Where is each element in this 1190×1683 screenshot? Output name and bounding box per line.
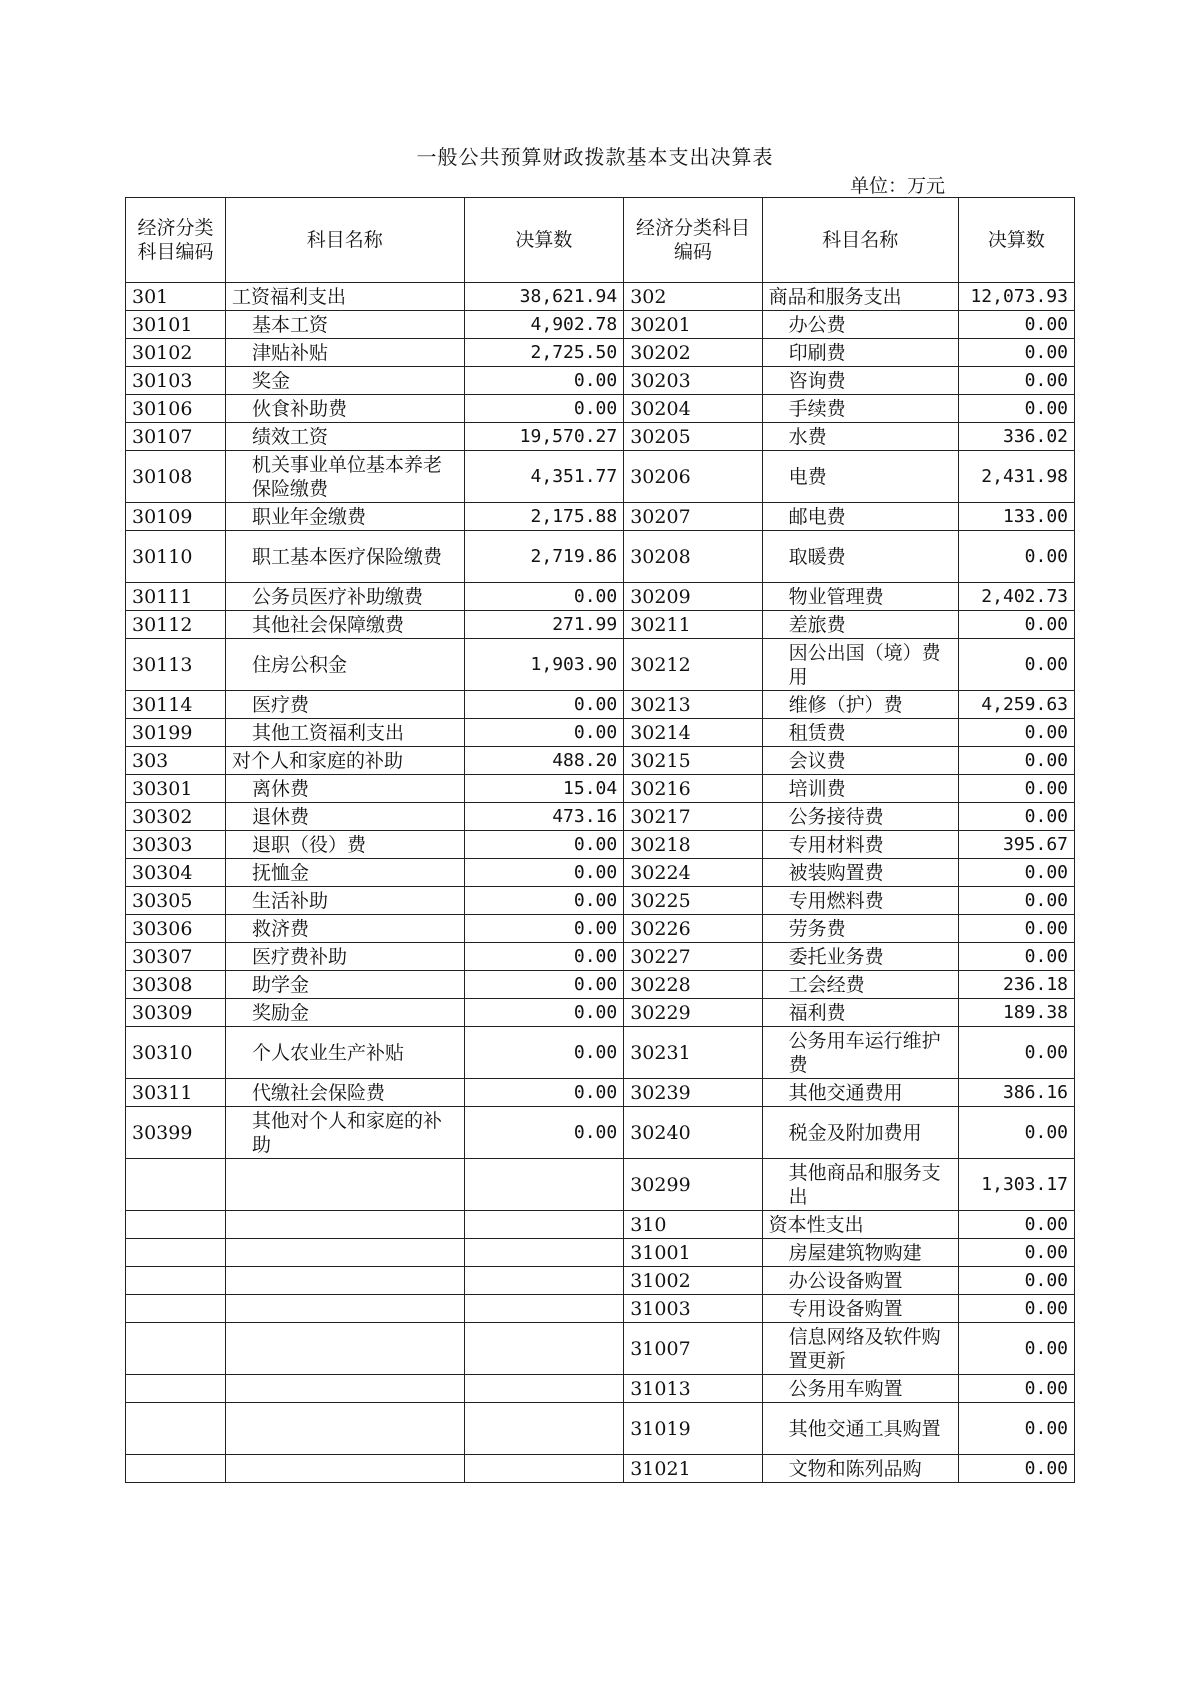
name-cell-right: 公务接待费 [762,803,958,831]
name-cell-right: 印刷费 [762,339,958,367]
amount-cell-right: 0.00 [958,1267,1074,1295]
amount-cell-right: 12,073.93 [958,283,1074,311]
table-row [126,831,1075,859]
code-cell-right: 30206 [624,451,762,503]
code-cell-right: 302 [624,283,762,311]
amount-cell-right: 0.00 [958,1211,1074,1239]
code-cell-left: 30310 [126,1027,226,1079]
amount-cell-left: 0.00 [464,719,624,747]
name-cell-right: 专用设备购置 [762,1295,958,1323]
code-cell-left: 30108 [126,451,226,503]
table-row [126,691,1075,719]
amount-cell-right: 0.00 [958,943,1074,971]
code-cell-right: 31003 [624,1295,762,1323]
amount-cell-right: 2,431.98 [958,451,1074,503]
code-cell-left: 30106 [126,395,226,423]
table-row [126,803,1075,831]
table-row [126,1027,1075,1079]
table-row [126,531,1075,583]
name-cell-left: 奖金 [226,367,465,395]
amount-cell-left: 0.00 [464,691,624,719]
amount-cell-left: 0.00 [464,859,624,887]
amount-cell-right: 0.00 [958,887,1074,915]
amount-cell-left: 0.00 [464,831,624,859]
code-cell-left: 30303 [126,831,226,859]
amount-cell-right: 0.00 [958,1027,1074,1079]
name-cell-right: 被装购置费 [762,859,958,887]
amount-cell-right: 0.00 [958,1295,1074,1323]
code-cell-left: 30114 [126,691,226,719]
name-cell-left [226,1455,465,1483]
table-row [126,775,1075,803]
name-cell-left [226,1211,465,1239]
code-cell-left: 30308 [126,971,226,999]
amount-cell-left: 0.00 [464,887,624,915]
name-cell-left: 其他社会保障缴费 [226,611,465,639]
code-cell-left [126,1239,226,1267]
header-amount-right: 决算数 [958,198,1074,283]
name-cell-right: 工会经费 [762,971,958,999]
header-amount-left: 决算数 [464,198,624,283]
amount-cell-right: 0.00 [958,747,1074,775]
name-cell-right: 水费 [762,423,958,451]
code-cell-right: 30204 [624,395,762,423]
name-cell-left: 津贴补贴 [226,339,465,367]
table-row [126,1295,1075,1323]
amount-cell-left: 488.20 [464,747,624,775]
name-cell-left: 助学金 [226,971,465,999]
amount-cell-left [464,1323,624,1375]
name-cell-right: 手续费 [762,395,958,423]
code-cell-right: 30240 [624,1107,762,1159]
table-row [126,1267,1075,1295]
amount-cell-left: 0.00 [464,1079,624,1107]
amount-cell-left: 1,903.90 [464,639,624,691]
amount-cell-right: 0.00 [958,639,1074,691]
amount-cell-right: 0.00 [958,367,1074,395]
name-cell-right: 维修（护）费 [762,691,958,719]
code-cell-right: 30239 [624,1079,762,1107]
table-row [126,283,1075,311]
amount-cell-left: 38,621.94 [464,283,624,311]
amount-cell-left [464,1455,624,1483]
name-cell-left: 机关事业单位基本养老保险缴费 [226,451,465,503]
amount-cell-left: 271.99 [464,611,624,639]
name-cell-left: 代缴社会保险费 [226,1079,465,1107]
table-row [126,639,1075,691]
amount-cell-right: 395.67 [958,831,1074,859]
amount-cell-right: 236.18 [958,971,1074,999]
amount-cell-left: 4,902.78 [464,311,624,339]
amount-cell-left [464,1403,624,1455]
code-cell-right: 30226 [624,915,762,943]
amount-cell-left: 2,719.86 [464,531,624,583]
table-row [126,1455,1075,1483]
code-cell-left: 30199 [126,719,226,747]
amount-cell-left: 2,725.50 [464,339,624,367]
code-cell-right: 30214 [624,719,762,747]
header-code-right: 经济分类科目编码 [624,198,762,283]
page-title: 一般公共预算财政拨款基本支出决算表 [416,145,774,169]
code-cell-left: 30109 [126,503,226,531]
name-cell-right: 文物和陈列品购 [762,1455,958,1483]
code-cell-left [126,1267,226,1295]
name-cell-right: 福利费 [762,999,958,1027]
code-cell-right: 31002 [624,1267,762,1295]
name-cell-right: 办公费 [762,311,958,339]
amount-cell-left: 0.00 [464,583,624,611]
name-cell-left: 其他工资福利支出 [226,719,465,747]
amount-cell-left [464,1267,624,1295]
name-cell-right: 信息网络及软件购置更新 [762,1323,958,1375]
unit-label: 单位：万元 [850,175,946,197]
name-cell-left [226,1323,465,1375]
name-cell-left: 绩效工资 [226,423,465,451]
amount-cell-right: 189.38 [958,999,1074,1027]
table-row [126,999,1075,1027]
amount-cell-left [464,1375,624,1403]
expenditure-table [125,197,1075,1483]
name-cell-left: 救济费 [226,915,465,943]
name-cell-right: 电费 [762,451,958,503]
table-row [126,1079,1075,1107]
amount-cell-left: 0.00 [464,395,624,423]
code-cell-left: 30304 [126,859,226,887]
code-cell-left [126,1455,226,1483]
code-cell-left: 303 [126,747,226,775]
code-cell-left [126,1211,226,1239]
name-cell-left: 工资福利支出 [226,283,465,311]
amount-cell-right: 0.00 [958,775,1074,803]
amount-cell-right: 0.00 [958,719,1074,747]
name-cell-left: 医疗费 [226,691,465,719]
code-cell-right: 30201 [624,311,762,339]
name-cell-left: 生活补助 [226,887,465,915]
code-cell-right: 30228 [624,971,762,999]
amount-cell-left [464,1239,624,1267]
table-row [126,583,1075,611]
name-cell-right: 资本性支出 [762,1211,958,1239]
name-cell-right: 公务用车运行维护费 [762,1027,958,1079]
name-cell-right: 专用材料费 [762,831,958,859]
amount-cell-right: 133.00 [958,503,1074,531]
code-cell-right: 30208 [624,531,762,583]
name-cell-left: 基本工资 [226,311,465,339]
code-cell-right: 30218 [624,831,762,859]
amount-cell-right: 0.00 [958,531,1074,583]
amount-cell-left: 0.00 [464,915,624,943]
code-cell-left: 30111 [126,583,226,611]
name-cell-left: 伙食补助费 [226,395,465,423]
code-cell-right: 30224 [624,859,762,887]
amount-cell-right: 0.00 [958,611,1074,639]
amount-cell-left: 4,351.77 [464,451,624,503]
code-cell-right: 31013 [624,1375,762,1403]
name-cell-left [226,1239,465,1267]
code-cell-right: 30203 [624,367,762,395]
amount-cell-right: 2,402.73 [958,583,1074,611]
name-cell-left: 退休费 [226,803,465,831]
amount-cell-right: 0.00 [958,339,1074,367]
code-cell-left: 30110 [126,531,226,583]
table-header-row [126,198,1075,283]
name-cell-right: 租赁费 [762,719,958,747]
code-cell-left: 30302 [126,803,226,831]
table-body [126,283,1075,1483]
code-cell-left: 301 [126,283,226,311]
code-cell-left: 30301 [126,775,226,803]
amount-cell-left: 0.00 [464,999,624,1027]
header-code-left: 经济分类科目编码 [126,198,226,283]
amount-cell-right: 0.00 [958,311,1074,339]
code-cell-right: 30299 [624,1159,762,1211]
code-cell-right: 30217 [624,803,762,831]
code-cell-right: 30225 [624,887,762,915]
table-row [126,915,1075,943]
table-row [126,311,1075,339]
amount-cell-right: 386.16 [958,1079,1074,1107]
table-row [126,395,1075,423]
name-cell-right: 劳务费 [762,915,958,943]
code-cell-right: 30202 [624,339,762,367]
name-cell-left: 对个人和家庭的补助 [226,747,465,775]
name-cell-right: 差旅费 [762,611,958,639]
amount-cell-left [464,1211,624,1239]
code-cell-right: 30215 [624,747,762,775]
table-row [126,1375,1075,1403]
amount-cell-left [464,1295,624,1323]
amount-cell-right: 0.00 [958,1323,1074,1375]
amount-cell-right: 4,259.63 [958,691,1074,719]
name-cell-right: 商品和服务支出 [762,283,958,311]
code-cell-right: 31007 [624,1323,762,1375]
name-cell-left: 职工基本医疗保险缴费 [226,531,465,583]
code-cell-left: 30306 [126,915,226,943]
code-cell-left: 30102 [126,339,226,367]
table-row [126,1107,1075,1159]
amount-cell-right: 0.00 [958,1239,1074,1267]
name-cell-left: 离休费 [226,775,465,803]
amount-cell-right: 0.00 [958,1403,1074,1455]
amount-cell-left: 473.16 [464,803,624,831]
code-cell-left [126,1375,226,1403]
table-row [126,339,1075,367]
header-name-left: 科目名称 [226,198,465,283]
amount-cell-left: 0.00 [464,367,624,395]
code-cell-left: 30103 [126,367,226,395]
header-name-right: 科目名称 [762,198,958,283]
table-row [126,1159,1075,1211]
table-row [126,859,1075,887]
amount-cell-left: 0.00 [464,1027,624,1079]
table-row [126,887,1075,915]
amount-cell-right: 0.00 [958,859,1074,887]
name-cell-right: 邮电费 [762,503,958,531]
code-cell-left: 30307 [126,943,226,971]
code-cell-left [126,1323,226,1375]
name-cell-left: 其他对个人和家庭的补助 [226,1107,465,1159]
name-cell-right: 其他交通工具购置 [762,1403,958,1455]
name-cell-right: 其他交通费用 [762,1079,958,1107]
code-cell-right: 30211 [624,611,762,639]
name-cell-left: 职业年金缴费 [226,503,465,531]
amount-cell-left: 0.00 [464,1107,624,1159]
table-row [126,971,1075,999]
amount-cell-left: 0.00 [464,971,624,999]
code-cell-right: 30205 [624,423,762,451]
code-cell-left: 30107 [126,423,226,451]
table-row [126,1211,1075,1239]
table-row [126,943,1075,971]
name-cell-left: 医疗费补助 [226,943,465,971]
name-cell-left: 抚恤金 [226,859,465,887]
table-row [126,1239,1075,1267]
code-cell-left: 30311 [126,1079,226,1107]
name-cell-right: 物业管理费 [762,583,958,611]
name-cell-right: 培训费 [762,775,958,803]
name-cell-left: 公务员医疗补助缴费 [226,583,465,611]
name-cell-left [226,1403,465,1455]
code-cell-left [126,1295,226,1323]
name-cell-right: 办公设备购置 [762,1267,958,1295]
table-row [126,747,1075,775]
amount-cell-left: 0.00 [464,943,624,971]
name-cell-right: 会议费 [762,747,958,775]
name-cell-left: 退职（役）费 [226,831,465,859]
code-cell-right: 310 [624,1211,762,1239]
table-row [126,367,1075,395]
code-cell-left: 30309 [126,999,226,1027]
name-cell-left: 奖励金 [226,999,465,1027]
amount-cell-right: 0.00 [958,1455,1074,1483]
code-cell-right: 30207 [624,503,762,531]
table-row [126,1403,1075,1455]
code-cell-right: 30229 [624,999,762,1027]
amount-cell-left [464,1159,624,1211]
name-cell-right: 取暖费 [762,531,958,583]
name-cell-right: 因公出国（境）费用 [762,639,958,691]
code-cell-right: 30212 [624,639,762,691]
code-cell-left: 30399 [126,1107,226,1159]
amount-cell-right: 1,303.17 [958,1159,1074,1211]
amount-cell-left: 2,175.88 [464,503,624,531]
name-cell-right: 其他商品和服务支出 [762,1159,958,1211]
amount-cell-right: 0.00 [958,395,1074,423]
code-cell-left: 30101 [126,311,226,339]
name-cell-left: 个人农业生产补贴 [226,1027,465,1079]
name-cell-right: 专用燃料费 [762,887,958,915]
code-cell-left [126,1159,226,1211]
name-cell-left [226,1375,465,1403]
name-cell-right: 房屋建筑物购建 [762,1239,958,1267]
code-cell-right: 31001 [624,1239,762,1267]
name-cell-left [226,1267,465,1295]
amount-cell-right: 0.00 [958,915,1074,943]
table-row [126,611,1075,639]
code-cell-left: 30113 [126,639,226,691]
name-cell-right: 公务用车购置 [762,1375,958,1403]
amount-cell-right: 0.00 [958,1107,1074,1159]
amount-cell-left: 19,570.27 [464,423,624,451]
name-cell-right: 咨询费 [762,367,958,395]
name-cell-right: 委托业务费 [762,943,958,971]
code-cell-left: 30112 [126,611,226,639]
name-cell-right: 税金及附加费用 [762,1107,958,1159]
code-cell-right: 30227 [624,943,762,971]
code-cell-right: 31021 [624,1455,762,1483]
code-cell-left [126,1403,226,1455]
code-cell-left: 30305 [126,887,226,915]
table-row [126,1323,1075,1375]
name-cell-left: 住房公积金 [226,639,465,691]
table-row [126,451,1075,503]
code-cell-right: 31019 [624,1403,762,1455]
code-cell-right: 30216 [624,775,762,803]
table-row [126,423,1075,451]
amount-cell-right: 0.00 [958,803,1074,831]
amount-cell-left: 15.04 [464,775,624,803]
name-cell-left [226,1159,465,1211]
code-cell-right: 30209 [624,583,762,611]
table-row [126,719,1075,747]
code-cell-right: 30231 [624,1027,762,1079]
table-row [126,503,1075,531]
code-cell-right: 30213 [624,691,762,719]
name-cell-left [226,1295,465,1323]
amount-cell-right: 336.02 [958,423,1074,451]
amount-cell-right: 0.00 [958,1375,1074,1403]
